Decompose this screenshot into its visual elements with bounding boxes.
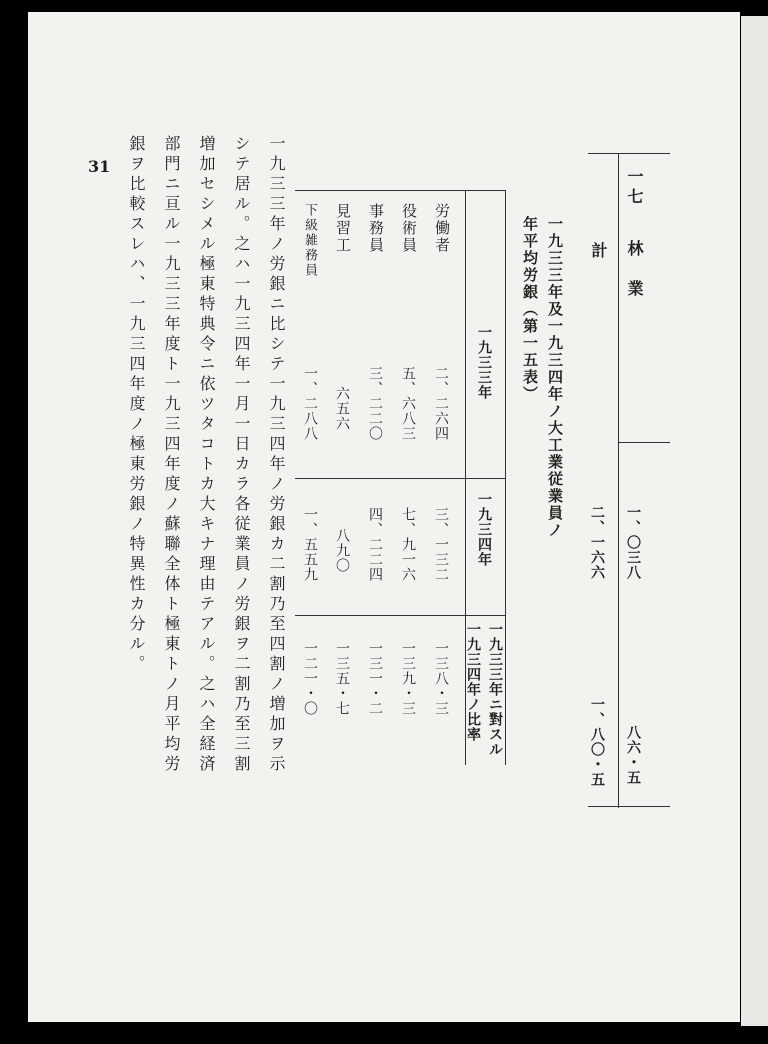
row-label: 下級雑務員 — [302, 203, 317, 278]
body-text-line: 増加セシメル極東特典令ニ依ツタコトカ大キナ理由テアル。之ハ全経済 — [197, 135, 216, 775]
wage-table-row-rule-2 — [295, 615, 505, 616]
section-number: 一七 — [625, 168, 644, 208]
right-table-divider — [618, 153, 619, 808]
row-1933-value: 二、二六四 — [433, 366, 449, 441]
right-table-bottom-rule — [588, 806, 670, 807]
row-1933-value: 三、二二〇 — [367, 366, 383, 441]
row-1934-value: 七、九一六 — [400, 507, 416, 582]
row-ratio-value: 一三五・七 — [334, 641, 350, 716]
forestry-1934-value: 二、一六六 — [589, 505, 605, 580]
row-1934-value: 四、二二四 — [367, 507, 383, 582]
right-table-row-rule — [618, 442, 670, 443]
row-ratio-value: 一二一・〇 — [302, 641, 318, 716]
row-1934-value: 八九〇 — [334, 528, 350, 573]
body-text-line: シテ居ル。之ハ一九三四年一月一日カラ各従業員ノ労銀ヲ二割乃至三割 — [232, 135, 251, 775]
header-1934: 一九三四年 — [476, 492, 492, 567]
page-number: 31 — [88, 157, 111, 176]
forestry-1933-value: 一、〇三八 — [625, 505, 641, 580]
row-1934-value: 一、五五九 — [302, 507, 318, 582]
row-label: 事務員 — [367, 203, 385, 254]
row-ratio-value: 一三八・三 — [433, 641, 449, 716]
header-ratio-line1: 一九三三年ニ對スル — [487, 622, 503, 757]
row-1933-value: 六五六 — [334, 386, 350, 431]
row-label: 労働者 — [433, 203, 451, 254]
next-page-edge — [741, 16, 768, 1026]
row-ratio-value: 一三一・二 — [367, 641, 383, 716]
row-1933-value: 五、六八三 — [400, 366, 416, 441]
total-label: 計 — [589, 242, 608, 262]
table-caption-line2: 年平均労銀（第一五表） — [521, 216, 539, 403]
forestry-ratio-value: 八六・五 — [625, 725, 641, 785]
wage-table-row-rule-1 — [295, 478, 505, 479]
row-1934-value: 三、一三二 — [433, 507, 449, 582]
header-1933: 一九三三年 — [476, 325, 492, 400]
row-ratio-value: 一三九・三 — [400, 641, 416, 716]
body-text-line: 部門ニ亘ル一九三三年度ト一九三四年度ノ蘇聯全体ト極東トノ月平均労 — [162, 135, 181, 775]
header-ratio-line2: 一九三四年ノ比率 — [465, 622, 481, 742]
total-1933-value: 一、八〇・五 — [589, 697, 605, 787]
wage-table-right-border — [505, 190, 506, 765]
row-label: 見習工 — [334, 203, 352, 254]
industry-label: 林 業 — [625, 240, 644, 300]
row-1933-value: 一、二八八 — [302, 366, 318, 441]
body-text-line: 一九三三年ノ労銀ニ比シテ一九三四年ノ労銀カ二割乃至四割ノ増加ヲ示 — [267, 135, 286, 775]
wage-table-top-rule — [295, 190, 505, 191]
right-table-top-rule — [588, 153, 670, 154]
row-label: 役術員 — [400, 203, 418, 254]
table-caption-line1: 一九三三年及一九三四年ノ大工業従業員ノ — [546, 216, 564, 539]
body-text-line: 銀ヲ比較スレハ、一九三四年度ノ極東労銀ノ特異性カ分ル。 — [127, 135, 146, 675]
